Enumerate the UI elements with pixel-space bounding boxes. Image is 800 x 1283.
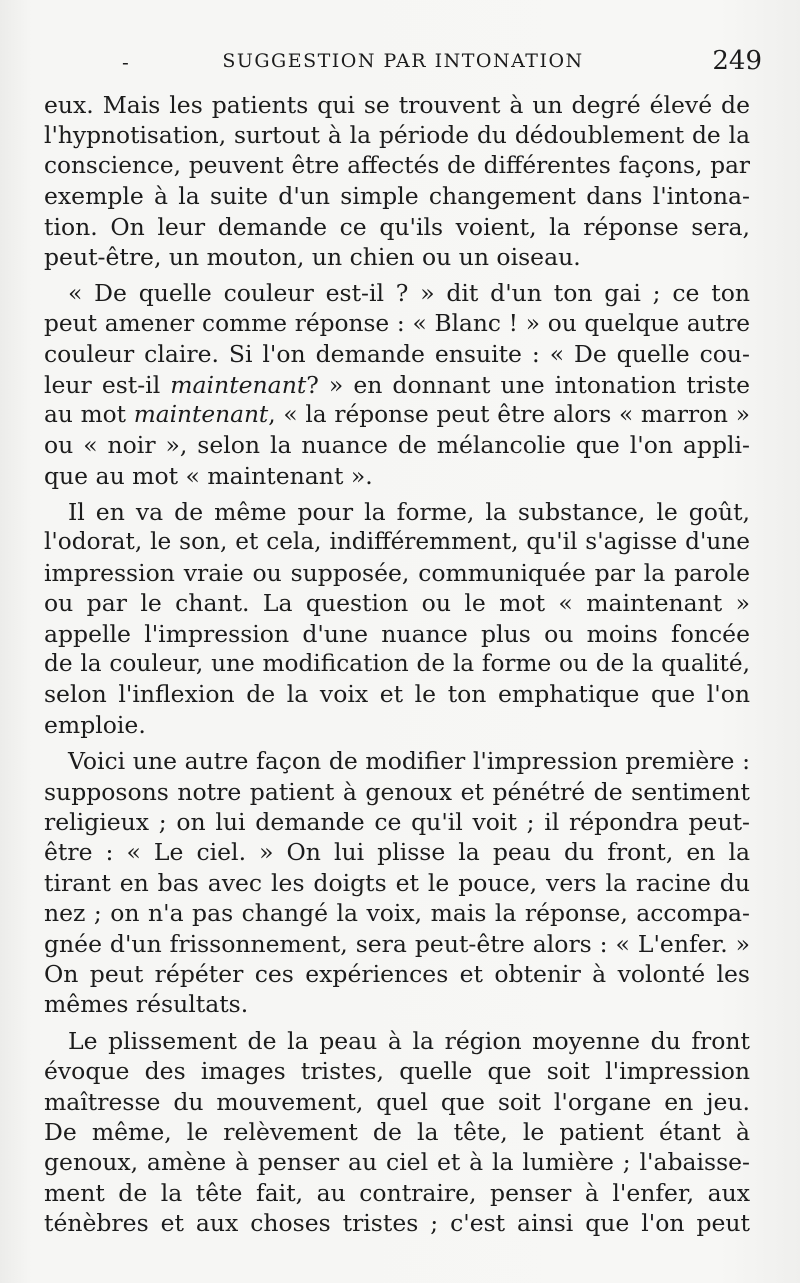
text-line: tion. On leur demande ce qu'ils voient, la réponse sera, — [44, 212, 750, 241]
text-line: ou « noir », selon la nuance de mélancolie que l'on appli- — [44, 431, 750, 460]
text-line: l'hypnotisation, surtout à la période du dédoublement de la — [44, 121, 750, 150]
text-line: mêmes résultats. — [44, 990, 249, 1019]
text-line: eux. Mais les patients qui se trouvent à un degré élevé de — [44, 91, 750, 119]
text-line: Le plissement de la peau à la région moyenne du front — [68, 1026, 750, 1055]
italic-word: maintenant — [133, 400, 269, 428]
text-line: tirant en bas avec les doigts et le pouce, vers la racine du — [44, 868, 750, 897]
text-line: l'odorat, le son, et cela, indifféremment, qu'il s'agisse d'une — [44, 528, 750, 556]
text-line: au mot maintenant, « la réponse peut être alors « marron » — [44, 400, 750, 428]
text-line: religieux ; on lui demande ce qu'il voit ; il répondra peut- — [44, 807, 750, 836]
page-number: 249 — [712, 46, 762, 76]
text-line: que au mot « maintenant ». — [44, 461, 373, 490]
text-line: Il en va de même pour la forme, la substance, le goût, — [68, 498, 750, 527]
text-line: gnée d'un frissonnement, sera peut-être alors : « L'enfer. » — [44, 929, 750, 958]
text-line: supposons notre patient à genoux et pénétré de sentiment — [44, 777, 750, 806]
text-line: ment de la tête fait, au contraire, penser à l'enfer, aux — [44, 1178, 750, 1207]
running-title: SUGGESTION PAR INTONATION — [222, 50, 584, 72]
italic-word: maintenant — [170, 370, 307, 399]
text-line: évoque des images tristes, quelle que soit l'impression — [44, 1057, 750, 1086]
text-line: Voici une autre façon de modifier l'impression première : — [68, 747, 750, 776]
header-dash: - — [122, 50, 129, 74]
text-line: On peut répéter ces expériences et obtenir à volonté les — [44, 959, 750, 988]
text-line: peut amener comme réponse : « Blanc ! » ou quelque autre — [44, 309, 750, 337]
text-line: appelle l'impression d'une nuance plus ou moins foncée — [44, 619, 750, 648]
body-text — [44, 90, 750, 1238]
text-line: ou par le chant. La question ou le mot « maintenant » — [44, 589, 750, 618]
text-line: conscience, peuvent être affectés de différentes façons, par — [44, 151, 750, 179]
running-head — [44, 46, 762, 76]
text-line: ténèbres et aux choses tristes ; c'est ainsi que l'on peut — [44, 1209, 750, 1238]
text-line: couleur claire. Si l'on demande ensuite : « De quelle cou- — [44, 340, 750, 369]
text-line: de la couleur, une modification de la forme ou de la qualité, — [44, 650, 750, 678]
text-line: impression vraie ou supposée, communiquée par la parole — [44, 558, 750, 587]
text-line: emploie. — [44, 710, 146, 739]
text-line: exemple à la suite d'un simple changement dans l'intona- — [44, 182, 750, 211]
text-line: De même, le relèvement de la tête, le patient étant à — [44, 1117, 750, 1146]
text-line: être : « Le ciel. » On lui plisse la peau du front, en la — [44, 838, 750, 867]
text-line: peut-être, un mouton, un chien ou un oiseau. — [44, 242, 581, 271]
text-line: nez ; on n'a pas changé la voix, mais la réponse, accompa- — [44, 899, 750, 928]
text-line: genoux, amène à penser au ciel et à la lumière ; l'abaisse- — [44, 1148, 750, 1177]
text-line: selon l'inflexion de la voix et le ton emphatique que l'on — [44, 680, 750, 709]
text-line: « De quelle couleur est-il ? » dit d'un ton gai ; ce ton — [68, 279, 750, 308]
text-line: leur est-il maintenant? » en donnant une intonation triste — [44, 370, 750, 399]
text-line: maîtresse du mouvement, quel que soit l'organe en jeu. — [44, 1087, 750, 1116]
